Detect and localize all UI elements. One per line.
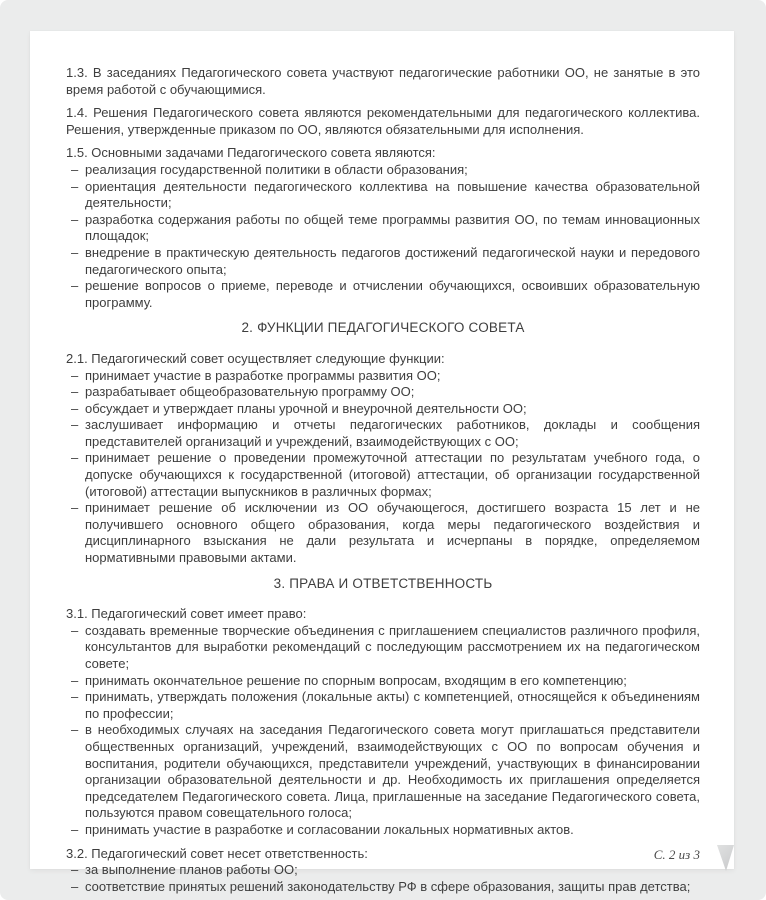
dash-marker: – bbox=[71, 161, 79, 177]
dash-marker: – bbox=[71, 367, 79, 383]
list-item bbox=[66, 822, 700, 839]
list-item-text: принимает участие в разработке программы развития ОО; bbox=[85, 367, 441, 383]
list-item bbox=[66, 450, 700, 500]
dash-marker: – bbox=[71, 821, 79, 837]
list-item-text: принимать, утверждать положения (локальные акты) с компетенцией, относящейся к объединениям по профессии; bbox=[85, 689, 700, 721]
section-3-2 bbox=[66, 846, 700, 896]
list-item bbox=[66, 245, 700, 278]
list-item-text: за выполнение планов работы ОО; bbox=[85, 862, 298, 878]
dash-marker: – bbox=[71, 672, 79, 688]
list-item-text: ориентация деятельности педагогического коллектива на повышение качества образовательной деятельности; bbox=[85, 178, 700, 211]
list-3-1 bbox=[66, 623, 700, 839]
list-item bbox=[66, 278, 700, 311]
dash-marker: – bbox=[71, 178, 79, 194]
dash-marker: – bbox=[71, 400, 79, 416]
list-item-text: в необходимых случаях на заседания Педагогического совета могут приглашаться представители общественных организаций, учреждений, взаимодействующих с ОО по вопросам обучения и воспитания, родители обучающихся, представители учреждений, участвующих в финансировании организации образовательной деятельности и др. Необходимость их приглашения определяется председателем Педагогического совета. Лица, приглашенные на заседание Педагогического совета, пользуются правом совещательного голоса; bbox=[85, 722, 700, 821]
section-1-5 bbox=[66, 145, 700, 311]
list-item bbox=[66, 673, 700, 690]
list-item bbox=[66, 500, 700, 566]
list-item-text: создавать временные творческие объединения с приглашением специалистов различного профиля, консультантов для выработки рекомендаций с последующим рассмотрением их на педагогическом совете; bbox=[85, 622, 700, 671]
list-item-text: принимает решение о проведении промежуточной аттестации по результатам учебного года, о допуске обучающихся к государственной (итоговой) аттестации, об организации государственной (итоговой) аттестации выпускников в различных формах; bbox=[85, 450, 700, 499]
list-item bbox=[66, 879, 700, 896]
dash-marker: – bbox=[71, 622, 79, 638]
dash-marker: – bbox=[71, 450, 79, 466]
page-content bbox=[30, 31, 734, 895]
list-item bbox=[66, 689, 700, 722]
dash-marker: – bbox=[71, 211, 79, 227]
list-item bbox=[66, 179, 700, 212]
list-item bbox=[66, 368, 700, 385]
list-item bbox=[66, 401, 700, 418]
list-intro-3-2: 3.2. Педагогический совет несет ответственность: bbox=[66, 845, 368, 861]
list-item bbox=[66, 722, 700, 822]
list-item bbox=[66, 623, 700, 673]
list-3-2 bbox=[66, 862, 700, 895]
list-item-text: внедрение в практическую деятельность педагогов достижений педагогической науки и передового педагогического опыта; bbox=[85, 244, 700, 277]
list-item bbox=[66, 862, 700, 879]
list-1-5 bbox=[66, 162, 700, 311]
dash-marker: – bbox=[71, 500, 79, 516]
list-intro-3-1: 3.1. Педагогический совет имеет право: bbox=[66, 606, 307, 622]
list-item-text: реализация государственной политики в области образования; bbox=[85, 161, 468, 177]
document-page bbox=[30, 31, 734, 894]
paragraph-1-4: 1.4. Решения Педагогического совета являются рекомендательными для педагогического коллектива. Решения, утвержденные приказом по ОО, являются обязательными для исполнения. bbox=[66, 105, 700, 137]
section-heading-2: 2. ФУНКЦИИ ПЕДАГОГИЧЕСКОГО СОВЕТА bbox=[241, 320, 525, 336]
dash-marker: – bbox=[71, 384, 79, 400]
dash-marker: – bbox=[71, 244, 79, 260]
paragraph-1-3: 1.3. В заседаниях Педагогического совета участвуют педагогические работники ОО, не занятые в это время работой с обучающимися. bbox=[66, 65, 700, 97]
list-item-text: обсуждает и утверждает планы урочной и внеурочной деятельности ОО; bbox=[85, 400, 527, 416]
list-intro-2-1: 2.1. Педагогический совет осуществляет следующие функции: bbox=[66, 350, 445, 366]
dash-marker: – bbox=[71, 417, 79, 433]
dash-marker: – bbox=[71, 862, 79, 878]
dash-marker: – bbox=[71, 878, 79, 894]
list-item bbox=[66, 417, 700, 450]
list-item-text: заслушивает информацию и отчеты педагогических работников, доклады и сообщения представителей организаций и учреждений, взаимодействующих с ОО; bbox=[85, 417, 700, 449]
list-item bbox=[66, 212, 700, 245]
dash-marker: – bbox=[71, 722, 79, 738]
list-item-text: разработка содержания работы по общей теме программы развития ОО, по темам инновационных площадок; bbox=[85, 211, 700, 244]
list-item-text: принимает решение об исключении из ОО обучающегося, достигшего возраста 15 лет и не получившего основного общего образования, когда меры педагогического воздействия и дисциплинарного взыскания не дали результата и исчерпаны в порядке, определяемом нормативными правовыми актами. bbox=[85, 500, 700, 566]
section-2-1 bbox=[66, 351, 700, 567]
list-item-text: соответствие принятых решений законодательству РФ в сфере образования, защиты прав детства; bbox=[85, 878, 691, 894]
section-3-1 bbox=[66, 606, 700, 838]
list-item-text: принимать участие в разработке и согласовании локальных нормативных актов. bbox=[85, 821, 574, 837]
dash-marker: – bbox=[71, 689, 79, 705]
dash-marker: – bbox=[71, 278, 79, 294]
list-item-text: принимать окончательное решение по спорным вопросам, входящим в его компетенцию; bbox=[85, 672, 627, 688]
list-item bbox=[66, 162, 700, 179]
section-heading-3: 3. ПРАВА И ОТВЕТСТВЕННОСТЬ bbox=[273, 575, 493, 591]
page-number: С. 2 из 3 bbox=[653, 847, 700, 862]
list-item bbox=[66, 384, 700, 401]
list-item-text: разрабатывает общеобразовательную программу ОО; bbox=[85, 384, 415, 400]
list-item-text: решение вопросов о приеме, переводе и отчислении обучающихся, освоивших образовательную программу. bbox=[85, 278, 700, 310]
list-2-1 bbox=[66, 368, 700, 567]
list-intro-1-5: 1.5. Основными задачами Педагогического совета являются: bbox=[66, 145, 436, 161]
